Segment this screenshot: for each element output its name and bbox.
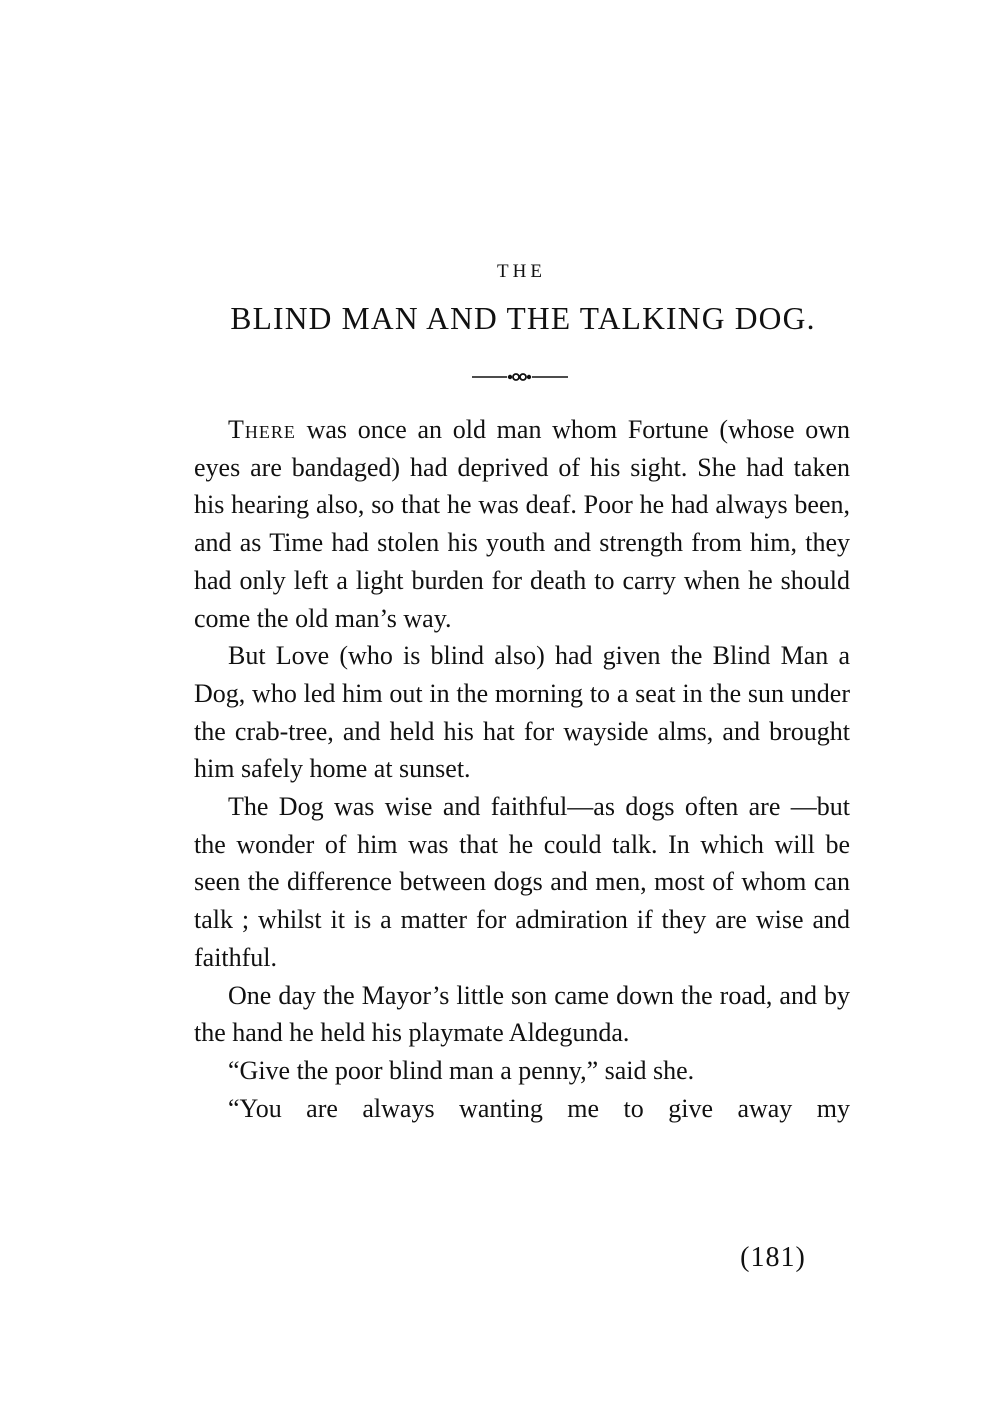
paragraph-6: “You are always wanting me to give away my <box>228 1093 850 1123</box>
paragraph-3: The Dog was wise and faithful—as dogs often are —but the wonder of him was that he could talk. In which will be seen the difference between dogs and men, most of whom can talk ; whilst it is a matter for admiration if they are wise and faithful. <box>194 792 850 972</box>
paragraph-4: One day the Mayor’s little son came down the road, and by the hand he held his playmate Aldegunda. <box>194 980 850 1048</box>
heading-article: THE <box>497 261 546 282</box>
ornament-divider-icon <box>470 370 570 384</box>
paragraph-5: “Give the poor blind man a penny,” said she. <box>228 1055 695 1085</box>
paragraph-1-text: was once an old man whom Fortune (whose own eyes are bandaged) had deprived of his sight. She had taken his hearing also, so that he was deaf. Poor he had always been, and as Time had stolen his youth and strength from him, they had only left a light burden for death to carry when he should come the old man’s way. <box>194 415 850 633</box>
paragraph-2: But Love (who is blind also) had given the Blind Man a Dog, who led him out in the morning to a seat in the sun under the crab-tree, and held his hat for wayside alms, and brought him safely home at sunset. <box>194 641 850 784</box>
page-number: (181) <box>740 1242 806 1273</box>
paragraph-1 <box>194 411 850 637</box>
drop-word: There <box>228 415 296 444</box>
body-text <box>194 411 850 1127</box>
page-title: BLIND MAN AND THE TALKING DOG. <box>230 301 816 336</box>
